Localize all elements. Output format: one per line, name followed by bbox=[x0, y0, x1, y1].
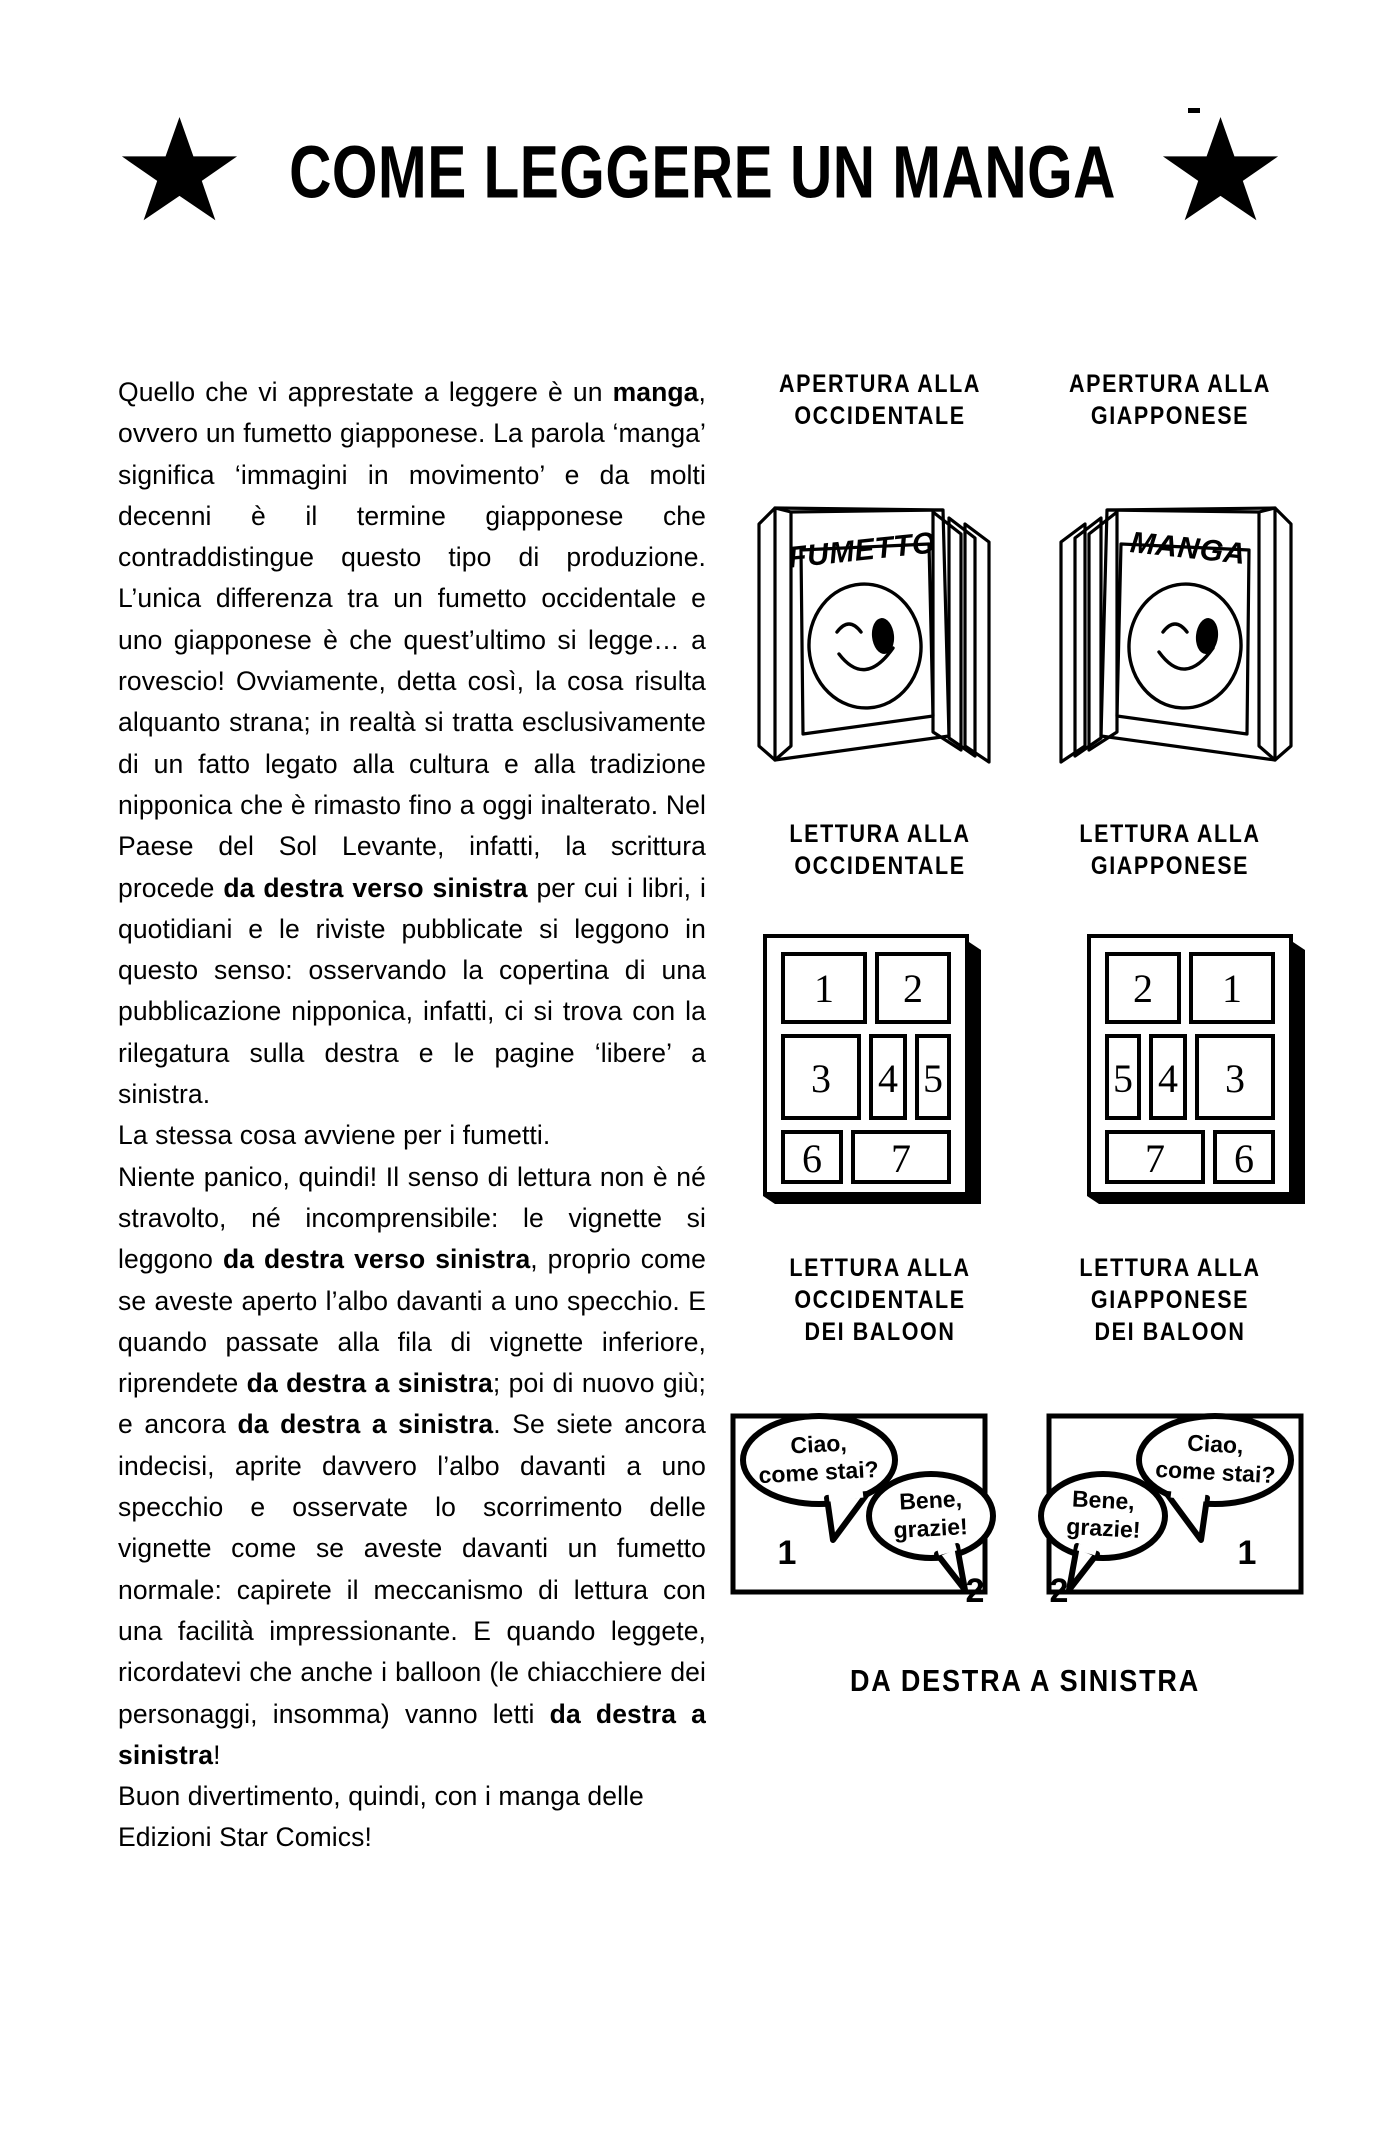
article-body bbox=[118, 372, 706, 1859]
diagram-column bbox=[735, 368, 1315, 1698]
balloon-text-line: Bene, bbox=[898, 1485, 963, 1515]
balloon-text-line: Ciao, bbox=[789, 1429, 848, 1459]
balloon-text-line: come stai? bbox=[757, 1455, 880, 1489]
balloon-panels bbox=[717, 1394, 1317, 1624]
article-paragraph: Buon divertimento, quindi, con i manga delle Edizioni Star Comics! bbox=[118, 1781, 644, 1853]
article-paragraph: Quello che vi apprestate a leggere è un manga, ovvero un fumetto giapponese. La parola ‘manga’ significa ‘immagini in movimento’ e da molti decenni è il termine giapponese che contraddistingue questo tipo di produzione. L’unica differenza tra un fumetto occidentale e uno giapponese è che quest’ultimo si legge… a rovescio! Ovviamente, detta così, la cosa risulta alquanto strana; in realtà si tratta esclusivamente di un fatto legato alla cultura e alla tradizione nipponica che è rimasto fino a oggi inalterato. Nel Paese del Sol Levante, infatti, la scrittura procede da destra verso sinistra per cui i libri, i quotidiani e le riviste pubblicate si leggono in questo senso: osservando la copertina di una pubblicazione nipponica, infatti, ci si trova con la rilegatura sulla destra e le pagine ‘libere’ a sinistra. bbox=[118, 377, 706, 1110]
panel-number: 5 bbox=[923, 1056, 943, 1101]
caption-lettura-giapponese: LETTURA ALLA GIAPPONESE bbox=[1079, 820, 1261, 880]
caption-da-destra-a-sinistra: DA DESTRA A SINISTRA bbox=[849, 1664, 1200, 1698]
balloon-text-line: come stai? bbox=[1154, 1455, 1277, 1489]
book-captions bbox=[735, 368, 1315, 430]
winking-smiley-icon bbox=[1125, 580, 1245, 712]
balloon-panel-western bbox=[733, 1416, 993, 1610]
panel-number: 4 bbox=[1158, 1056, 1178, 1101]
panel-number: 6 bbox=[802, 1136, 822, 1181]
article-paragraph: La stessa cosa avviene per i fumetti. bbox=[118, 1120, 551, 1151]
panel-number: 2 bbox=[1133, 966, 1153, 1011]
caption-apertura-occidentale: APERTURA ALLA OCCIDENTALE bbox=[779, 370, 981, 430]
balloon-order-number: 2 bbox=[965, 1572, 985, 1610]
panel-number: 6 bbox=[1234, 1136, 1254, 1181]
caption-apertura-giapponese: APERTURA ALLA GIAPPONESE bbox=[1069, 370, 1271, 430]
balloon-captions bbox=[735, 1252, 1315, 1346]
panel-grid-japanese bbox=[1057, 916, 1307, 1216]
page-title: COME LEGGERE UN MANGA bbox=[289, 131, 1117, 214]
panel-number: 1 bbox=[1222, 966, 1242, 1011]
decorative-tick bbox=[1188, 108, 1200, 113]
caption-baloon-occidentale: LETTURA ALLA OCCIDENTALE DEI BALOON bbox=[789, 1254, 971, 1346]
panel-number: 7 bbox=[891, 1136, 911, 1181]
panel-number: 4 bbox=[878, 1056, 898, 1101]
balloon-text-line: Bene, bbox=[1071, 1485, 1136, 1515]
star-icon bbox=[120, 117, 238, 229]
book-cover-label: FUMETTO bbox=[786, 526, 938, 575]
book-illustrations bbox=[735, 484, 1315, 784]
balloon-order-number: 1 bbox=[1237, 1534, 1257, 1572]
star-icon bbox=[1162, 117, 1280, 229]
caption-lettura-occidentale: LETTURA ALLA OCCIDENTALE bbox=[789, 820, 971, 880]
balloon-text-line: grazie! bbox=[892, 1513, 969, 1543]
balloon-text-line: Ciao, bbox=[1186, 1429, 1245, 1459]
panel-number: 2 bbox=[903, 966, 923, 1011]
panel-grid-western bbox=[749, 916, 999, 1216]
caption-baloon-giapponese: LETTURA ALLA GIAPPONESE DEI BALOON bbox=[1079, 1254, 1261, 1346]
panel-number: 7 bbox=[1145, 1136, 1165, 1181]
article-paragraph: Niente panico, quindi! Il senso di lettura non è né stravolto, né incomprensibile: le vignette si leggono da destra verso sinistra, proprio come se aveste aperto l’albo davanti a uno specchio. E quando passate alla fila di vignette inferiore, riprendete da destra a sinistra; poi di nuovo giù; e ancora da destra a sinistra. Se siete ancora indecisi, aprite davvero l’albo davanti a uno specchio e osservate lo scorrimento delle vignette come se aveste davanti un fumetto normale: capirete il meccanismo di lettura con una facilità impressionante. E quando leggete, ricordatevi che anche i balloon (le chiacchiere dei personaggi, insomma) vanno letti da destra a sinistra! bbox=[118, 1161, 707, 1770]
page-header bbox=[0, 108, 1400, 238]
balloon-text-line: grazie! bbox=[1065, 1513, 1142, 1543]
panel-number: 3 bbox=[811, 1056, 831, 1101]
panel-number: 5 bbox=[1113, 1056, 1133, 1101]
panel-grids bbox=[735, 916, 1315, 1216]
book-japanese bbox=[1057, 484, 1307, 774]
balloon-panel-japanese bbox=[1041, 1416, 1301, 1610]
balloon-order-number: 2 bbox=[1049, 1572, 1069, 1610]
winking-smiley-icon bbox=[805, 580, 925, 712]
panel-number: 1 bbox=[814, 966, 834, 1011]
panel-captions bbox=[735, 818, 1315, 880]
book-cover-label: MANGA bbox=[1128, 526, 1248, 572]
balloon-order-number: 1 bbox=[777, 1534, 797, 1572]
book-western bbox=[743, 484, 993, 774]
panel-number: 3 bbox=[1225, 1056, 1245, 1101]
